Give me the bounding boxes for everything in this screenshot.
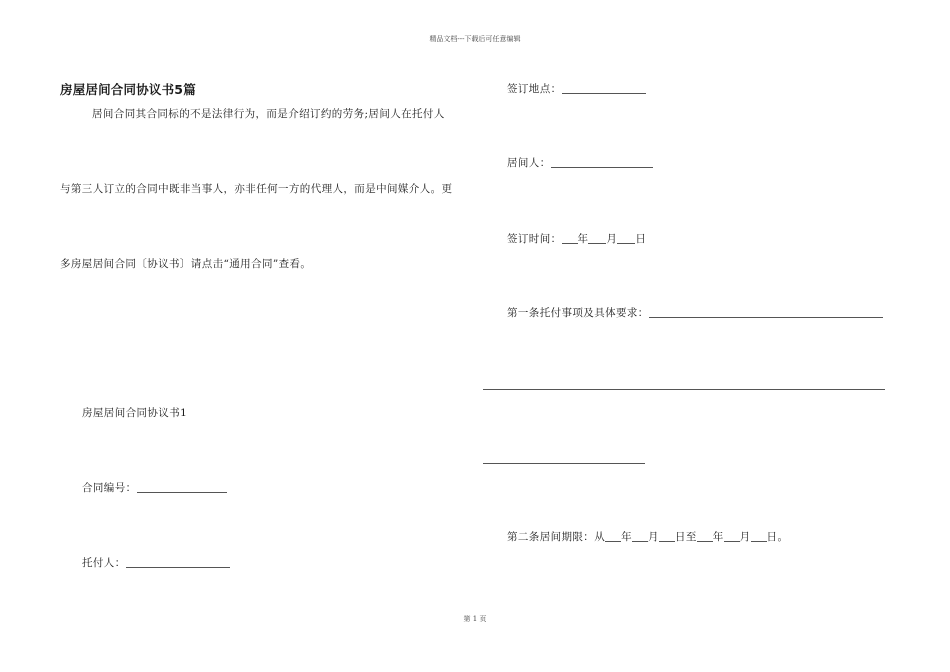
intro-line-2: 与第三人订立的合同中既非当事人，亦非任何一方的代理人，而是中间媒介人。更 [60, 183, 453, 195]
client-blank [126, 557, 230, 568]
signing-time-label: 签订时间： [507, 233, 562, 245]
broker-label: 居间人： [507, 157, 551, 169]
month-label: 月 [606, 233, 618, 245]
to-month-label: 月 [739, 531, 751, 543]
client-label: 托付人： [82, 557, 126, 569]
broker-blank [551, 157, 653, 168]
signing-place-blank [562, 83, 646, 94]
day-blank [617, 233, 635, 244]
signing-place-label: 签订地点： [507, 83, 562, 95]
from-day-blank [659, 531, 675, 542]
from-year-blank [605, 531, 621, 542]
from-day-to-label: 日至 [674, 531, 697, 543]
signing-place-field [507, 81, 646, 96]
article-1-continuation-line-2 [483, 463, 645, 464]
article-2-end-label: 日。 [766, 531, 789, 543]
contract-number-field [82, 480, 227, 495]
from-year-label: 年 [621, 531, 633, 543]
day-label: 日 [635, 233, 647, 245]
year-blank [562, 233, 578, 244]
intro-line-3: 多房屋居间合同〔协议书〕请点击“通用合同”查看。 [60, 258, 312, 270]
to-day-blank [751, 531, 767, 542]
article-2-label: 第二条居间期限：从 [507, 531, 606, 543]
article-1-continuation-line-1 [483, 389, 885, 390]
document-title: 房屋居间合同协议书5篇 [60, 82, 196, 97]
year-label: 年 [577, 233, 589, 245]
to-year-label: 年 [712, 531, 724, 543]
from-month-blank [632, 531, 648, 542]
client-field [82, 555, 230, 570]
to-year-blank [697, 531, 713, 542]
broker-field [507, 155, 653, 170]
article-2-field [507, 529, 788, 544]
signing-time-field [507, 231, 646, 246]
contract-number-blank [137, 482, 227, 493]
section-title: 房屋居间合同协议书1 [82, 407, 188, 419]
article-1-blank [649, 307, 883, 318]
to-month-blank [724, 531, 740, 542]
from-month-label: 月 [648, 531, 659, 543]
month-blank [588, 233, 606, 244]
intro-line-1: 居间合同其合同标的不是法律行为，而是介绍订约的劳务;居间人在托付人 [92, 108, 445, 120]
page-number: 第 1 页 [463, 615, 487, 623]
article-1-label: 第一条托付事项及具体要求： [507, 307, 649, 319]
article-1-field [507, 305, 883, 320]
contract-number-label: 合同编号： [82, 482, 137, 494]
page-header: 精品文档---下载后可任意编辑 [429, 35, 521, 43]
